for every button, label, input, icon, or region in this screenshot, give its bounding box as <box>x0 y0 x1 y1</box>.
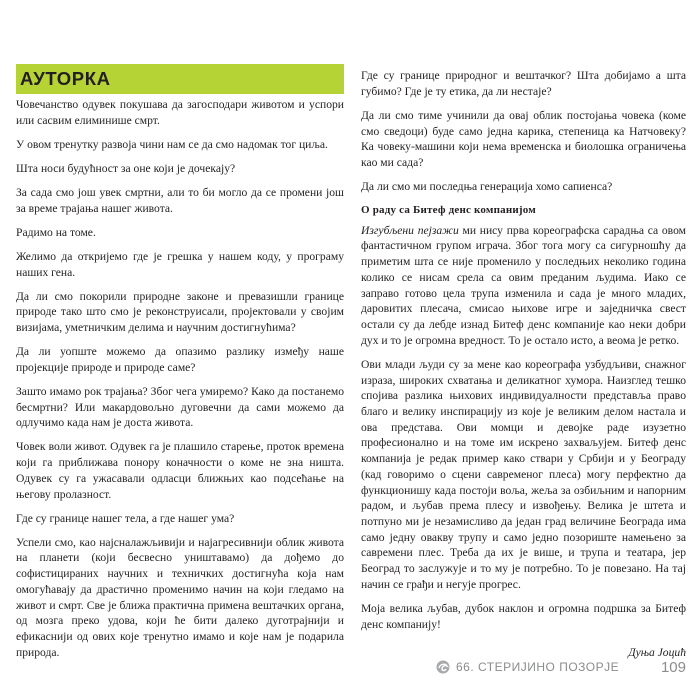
paragraph: Зашто имамо рок трајања? Због чега умиремо? Како да постанемо бесмртни? Или макардовољно дуговечни да сами можемо да одлучимо када нам је доста живота. <box>16 384 344 430</box>
paragraph: Успели смо, као најсналажљивији и најагресивнији облик живота на планети (који бесвесно уништавамо) да дођемо до софистицираних научних и техничких достигнућа која нам омогућавају да драстично променимо начин на који гледамо на живот и смрт. Све је ближа практична примена вештачких органа, од мозга преко удова, који ће бити далеко дуготрајнији и ефикаснији од ових које тренутно имамо и које нам је подарила природа. <box>16 535 344 659</box>
paragraph: Ови млади људи су за мене као кореографа узбудљиви, снажног израза, широких схватања и деликатног хумора. Наизглед тешко спојива разлика њихових индивидуалности представља право благо и велику инспирацију из које је великим делом настала и ова представа. Ови момци и девојке раде изузетно професионално и на томе им искрено захваљујем. Битеф денс компанија је редак пример како ствари у Србији и у Београду (кад говоримо о сцени савременог плеса) могу перфектно да функционишу када постоји воља, жеља за озбиљним и напорним радом, и љубав према плесу и извођењу. Велика је штета и потпуно ми је незамисливо да један град величине Београда има само једну овакву трупу и само једно позориште намењено за савремени плес. Треба да их је више, и трупа и театара, јер Београд то заслужује и то му је потребно. То је повезано. На тај начин се грађи и негује прогрес. <box>361 357 686 591</box>
paragraph: Да ли смо покорили природне законе и превазишли границе природе тако што смо је реконструисали, пројектовали у својим визијама, уметничким делима и научним достигнућима? <box>16 289 344 335</box>
paragraph <box>361 223 686 349</box>
paragraph: У овом тренутку развоја чини нам се да смо надомак тог циља. <box>16 137 328 151</box>
paragraph: За сада смо још увек смртни, али то би могло да се промени још за време трајања нашег живота. <box>16 185 344 215</box>
paragraph: Шта носи будућност за оне који је дочекају? <box>16 161 236 175</box>
paragraph: Да ли смо ми последња генерација хомо сапиенса? <box>361 180 613 194</box>
paragraph: Да ли уопште можемо да опазимо разлику између наше пројекције природе и природе саме? <box>16 345 344 374</box>
page-footer <box>436 656 686 678</box>
section-header <box>16 64 344 94</box>
swirl-logo-icon <box>436 660 450 674</box>
left-column <box>16 64 344 669</box>
paragraph: Човечанство одувек покушава да загосподари животом и успори или сасвим елиминише смрт. <box>16 98 344 127</box>
paragraph: Човек воли живот. Одувек га је плашило старење, проток времена који га приближава понору коначности о коме не зна ништа. Одувек су га ужасавали одласци ближњих као подсећање на његову пролазност. <box>16 440 344 501</box>
paragraph: Желимо да откријемо где је грешка у нашем коду, у програму наших гена. <box>16 249 344 279</box>
paragraph: Да ли смо тиме учинили да овај облик постојања човека (коме смо сведоци) буде само једна карика, степеница ка Натчовеку? Ка човеку-машини који нема временска и биолошка ограничења као ми сада? <box>361 109 686 170</box>
page-number: 109 <box>660 658 686 676</box>
right-column <box>361 68 686 659</box>
paragraph: Где су границе природног и вештачког? Шта добијамо а шта губимо? Где је ту етика, да ли нестаје? <box>361 69 686 98</box>
paragraph-text: ми нису прва кореографска сарадња са овом фантастичном групом играча. Због тога могу са сигурношћу да приметим шта се није променило у последњих неколико година колико се нисам срела са овим преданим људима. Иако се заправо готово цела трупа изменила и сада је много младих, даровитих плесача, смисао њихове игре и заједничка свест остали су да лебде изнад Битеф денс компаније као неки добри дух и то је огромна вредност. То је остало исто, а веома је ретко. <box>361 223 686 347</box>
subheading: О раду са Битеф денс компанијом <box>361 203 536 216</box>
production-title: Изгубљени пејзажи <box>361 223 459 237</box>
author-signature: Дуња Јоцић <box>628 646 686 660</box>
running-title: 66. СТЕРИЈИНО ПОЗОРЈЕ <box>456 660 620 674</box>
section-title: АУТОРКА <box>20 68 111 89</box>
paragraph: Моја велика љубав, дубок наклон и огромна подршка за Битеф денс компанију! <box>361 602 686 631</box>
paragraph: Где су границе нашег тела, а где нашег ума? <box>16 511 235 525</box>
paragraph: Радимо на томе. <box>16 225 96 239</box>
